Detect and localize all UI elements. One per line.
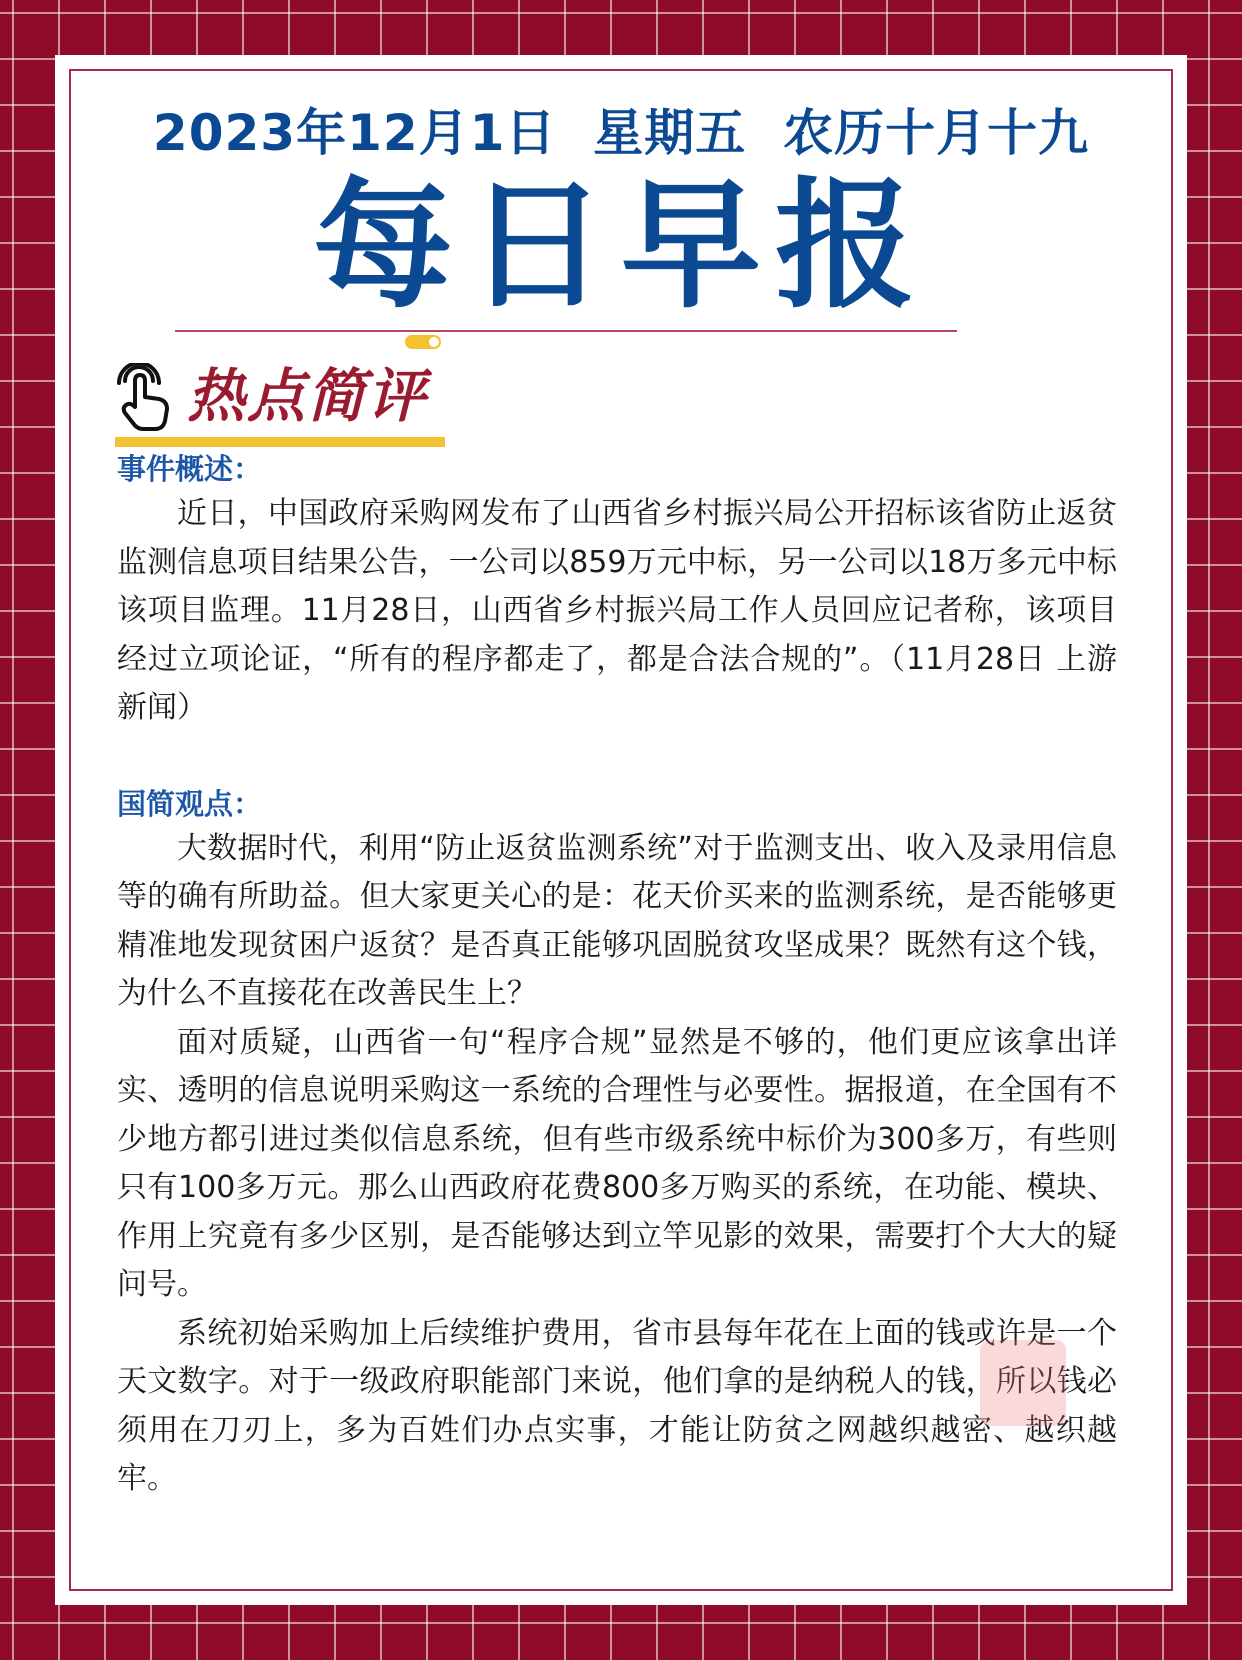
page-title: 每日早报 <box>312 165 929 328</box>
seal-watermark <box>980 1340 1066 1426</box>
toggle-decoration-icon <box>405 335 441 349</box>
title-divider <box>175 330 957 332</box>
section-underline <box>115 437 445 447</box>
opinion-paragraph: 大数据时代，利用“防止返贫监测系统”对于监测支出、收入及录用信息等的确有所助益。但大家更关心的是：花天价买来的监测系统，是否能够更精准地发现贫困户返贫？是否真正能够巩固脱贫攻坚成果？既然有这个钱，为什么不直接花在改善民生上？ <box>117 830 1117 1011</box>
event-label: 事件概述： <box>117 452 263 486</box>
opinion-label: 国简观点： <box>117 786 263 821</box>
section-header <box>115 355 455 450</box>
spacer <box>117 733 1117 783</box>
event-paragraph: 近日，中国政府采购网发布了山西省乡村振兴局公开招标该省防止返贫监测信息项目结果公告，一公司以859万元中标，另一公司以18万多元中标该项目监理。11月28日，山西省乡村振兴局工作人员回应记者称，该项目经过立项论证，“所有的程序都走了，都是合法合规的”。（11月28日 上游新闻） <box>117 496 1117 725</box>
hand-pointer-icon <box>115 363 177 433</box>
section-title: 热点简评 <box>187 362 428 430</box>
opinion-paragraph: 系统初始采购加上后续维护费用，省市县每年花在上面的钱或许是一个天文数字。对于一级政府职能部门来说，他们拿的是纳税人的钱，所以钱必须用在刀刃上，多为百姓们办点实事，才能让防贫之网越织越密、越织越牢。 <box>117 1315 1117 1496</box>
opinion-paragraph: 面对质疑，山西省一句“程序合规”显然是不够的，他们更应该拿出详实、透明的信息说明采购这一系统的合理性与必要性。据报道，在全国有不少地方都引进过类似信息系统，但有些市级系统中标价为300多万，有些则只有100多万元。那么山西政府花费800多万购买的系统，在功能、模块、作用上究竟有多少区别，是否能够达到立竿见影的效果，需要打个大大的疑问号。 <box>117 1024 1117 1302</box>
date-line: 2023年12月1日 星期五 农历十月十九 <box>152 104 1090 162</box>
article-body <box>117 448 1117 1504</box>
